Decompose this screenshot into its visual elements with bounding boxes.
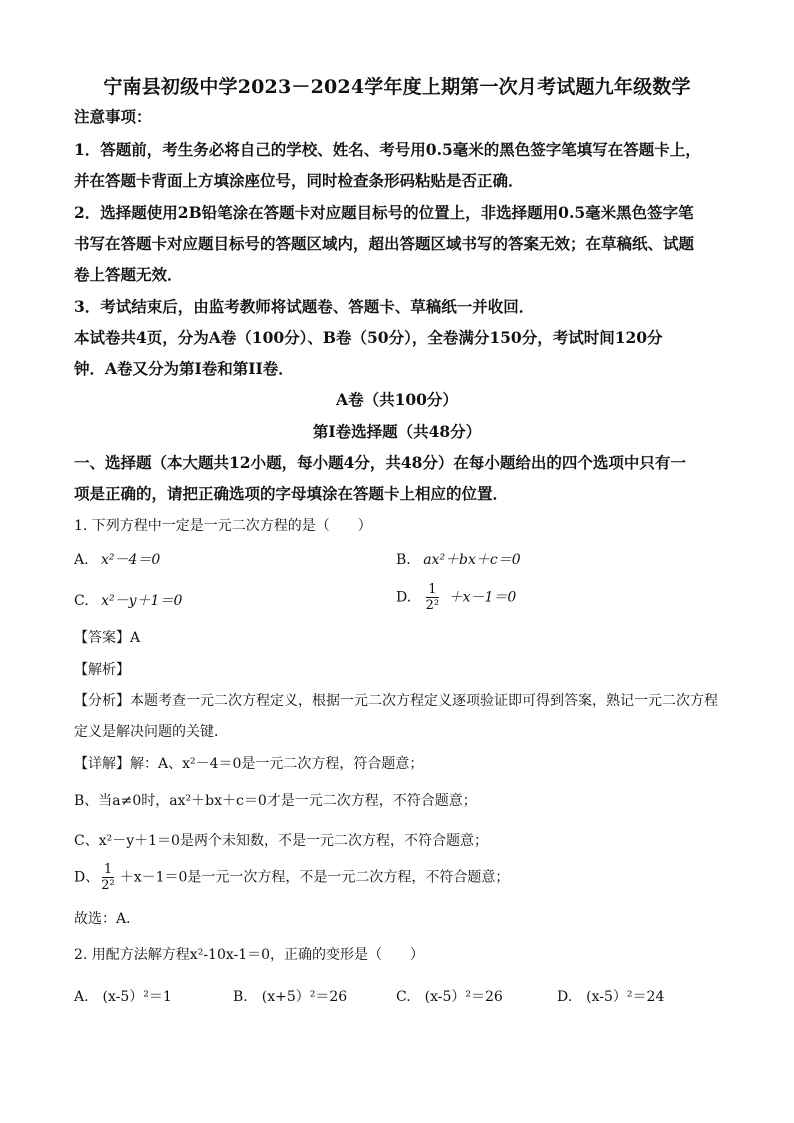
q1-detail-a: 【详解】解：A、x²－4＝0是一元二次方程，符合题意； [74,756,424,772]
q1-option-c-text: x²－y＋1＝0 [101,593,183,609]
q1-detail-d-denominator: 2² [101,878,115,893]
q1-option-d-numerator: 1 [428,582,437,597]
exam-title: 宁南县初级中学2023－2024学年度上期第一次月考试题九年级数学 [103,76,691,98]
q1-option-b-text: ax²＋bx＋c＝0 [423,552,521,568]
q1-stem: 1. 下列方程中一定是一元二次方程的是（ ） [74,518,372,534]
q1-answer: 【答案】A [74,630,141,646]
q1-option-c [74,590,182,612]
q2-option-d: D. (x-5）²＝24 [557,989,665,1005]
q2-option-a: A. (x-5）²＝1 [74,989,172,1005]
q1-choice: 故选：A． [74,911,141,927]
q1-detail-c: C、x²－y＋1＝0是两个未知数，不是一元二次方程，不符合题意； [74,833,488,849]
mc-intro-line-2: 项是正确的，请把正确选项的字母填涂在答题卡上相应的位置． [74,484,509,503]
q1-analysis-line-2: 定义是解决问题的关键． [74,724,228,740]
q1-option-a [74,549,160,571]
notes-item-2-line-1: 2．选择题使用2B铅笔涂在答题卡对应题目标号的位置上，非选择题用0.5毫米黑色签字笔 [74,203,694,222]
q1-analysis-tag: 【解析】 [74,662,130,678]
notes-item-2-line-2: 书写在答题卡对应题目标号的答题区域内，超出答题区域书写的答案无效；在草稿纸、试题 [74,234,695,253]
q1-option-d-fraction [424,582,441,613]
q2-stem: 2. 用配方法解方程x²-10x-1＝0，正确的变形是（ ） [74,947,425,963]
notes-item-1-line-2: 并在答题卡背面上方填涂座位号，同时检查条形码粘贴是否正确． [74,171,524,190]
q1-detail-d-numerator: 1 [103,862,113,877]
notes-item-3: 3．考试结束后，由监考教师将试题卷、答题卡、草稿纸一并收回． [74,297,535,316]
notes-item-2-line-3: 卷上答题无效． [74,265,183,284]
q1-option-b [396,549,521,571]
q1-option-d-label: D. [396,589,412,606]
q1-detail-d-text: ＋x－1＝0是一元一次方程，不是一元二次方程，不符合题意； [119,869,510,886]
q2-option-b: B. (x+5）²＝26 [233,989,348,1005]
part-1-title: 第I卷选择题（共48分） [312,422,482,441]
section-a-title: A卷（共100分） [336,390,458,409]
notes-heading: 注意事项： [74,107,152,126]
q2-option-c: C. (x-5）²＝26 [396,989,503,1005]
q1-option-d [396,582,516,613]
q1-option-b-label: B. [396,552,411,568]
q1-detail-b: B、当a≠0时，ax²＋bx＋c＝0才是一元二次方程，不符合题意； [74,793,477,809]
exam-info-line-2: 钟．A卷又分为第I卷和第II卷． [74,359,294,378]
mc-intro-line-1: 一、选择题（本大题共12小题，每小题4分，共48分）在每小题给出的四个选项中只有一 [74,453,686,472]
q1-option-c-label: C. [74,593,89,609]
q1-option-d-denominator: 2² [425,598,440,613]
notes-item-1-line-1: 1．答题前，考生务必将自己的学校、姓名、考号用0.5毫米的黑色签字笔填写在答题卡上， [74,140,701,159]
q1-detail-d [74,862,724,893]
q1-option-d-text: ＋x－1＝0 [448,589,517,606]
q1-detail-d-prefix: D、 [74,869,100,886]
q1-option-a-text: x²－4＝0 [101,552,161,568]
q1-detail-d-fraction [99,862,116,893]
q1-option-a-label: A. [74,552,89,568]
exam-info-line-1: 本试卷共4页，分为A卷（100分）、B卷（50分），全卷满分150分，考试时间120分 [74,328,663,347]
q1-analysis-line-1: 【分析】本题考查一元二次方程定义，根据一元二次方程定义逐项验证即可得到答案，熟记一元二次方程 [74,693,718,709]
